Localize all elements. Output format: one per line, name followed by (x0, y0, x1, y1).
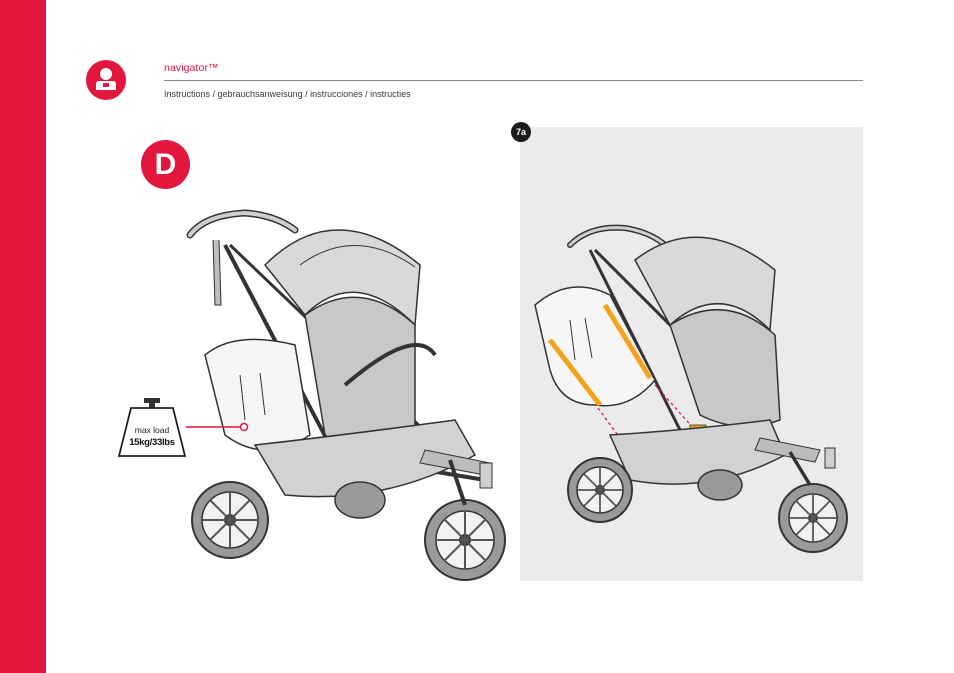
max-load-label: max load (134, 425, 170, 435)
step-badge: 7a (511, 122, 531, 142)
max-load-pointer-line (186, 420, 250, 434)
user-icon (86, 60, 126, 100)
brand-title: navigator™ (164, 62, 219, 74)
double-stroller-illustration (185, 205, 515, 590)
side-accent-bar (0, 0, 46, 673)
max-load-value: 15kg/33lbs (129, 437, 175, 448)
page-subtitle: Instructions / gebrauchsanweisung / instrucciones / instructies (164, 89, 411, 99)
header-divider (164, 80, 863, 81)
section-badge: D (141, 140, 190, 189)
seat-attachment-illustration (530, 220, 860, 575)
